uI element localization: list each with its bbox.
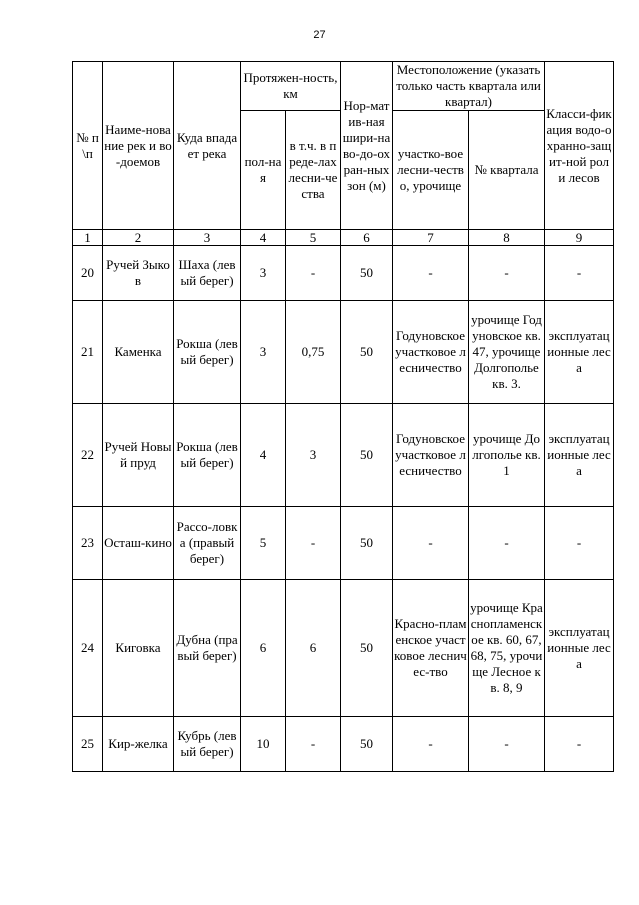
cell-quarter: урочище Годуновское кв. 47, урочище Долгополье кв. 3.: [469, 301, 545, 404]
cell-district: Красно-пламенское участковое лесничес-тво: [393, 580, 469, 717]
cell-num: 25: [73, 717, 103, 772]
cell-quarter: урочище Долгополье кв. 1: [469, 404, 545, 507]
cell-quarter: -: [469, 246, 545, 301]
cell-width: 50: [341, 717, 393, 772]
cell-name: Киговка: [103, 580, 174, 717]
cell-length-forest: -: [286, 717, 341, 772]
cell-mouth: Рассо-ловка (правый берег): [174, 507, 241, 580]
column-number: 6: [341, 230, 393, 246]
header-quarter: № квартала: [469, 111, 545, 230]
cell-length-full: 10: [241, 717, 286, 772]
cell-length-forest: 0,75: [286, 301, 341, 404]
header-length-full: пол-ная: [241, 111, 286, 230]
cell-quarter: урочище Краснопламенское кв. 60, 67, 68, 75, урочище Лесное кв. 8, 9: [469, 580, 545, 717]
cell-quarter: -: [469, 507, 545, 580]
cell-mouth: Кубрь (левый берег): [174, 717, 241, 772]
cell-width: 50: [341, 246, 393, 301]
water-protection-table: [72, 61, 614, 772]
cell-classification: -: [545, 507, 614, 580]
column-number: 9: [545, 230, 614, 246]
column-number: 1: [73, 230, 103, 246]
cell-length-full: 5: [241, 507, 286, 580]
cell-width: 50: [341, 580, 393, 717]
column-number: 2: [103, 230, 174, 246]
page-number: 27: [313, 29, 326, 41]
table-row: [73, 404, 614, 507]
column-number-row: [73, 230, 614, 246]
table-row: [73, 246, 614, 301]
cell-name: Каменка: [103, 301, 174, 404]
header-mouth: Куда впадает река: [174, 62, 241, 230]
column-number: 4: [241, 230, 286, 246]
header-length-forest: в т.ч. в преде-лах лесни-чества: [286, 111, 341, 230]
header-name: Наиме-нование рек и во-доемов: [103, 62, 174, 230]
table-row: [73, 301, 614, 404]
header-district: участко-вое лесни-чество, урочище: [393, 111, 469, 230]
cell-num: 20: [73, 246, 103, 301]
cell-num: 23: [73, 507, 103, 580]
cell-district: -: [393, 246, 469, 301]
table-row: [73, 717, 614, 772]
cell-num: 21: [73, 301, 103, 404]
cell-length-full: 3: [241, 301, 286, 404]
header-width: Нор-матив-ная шири-на во-до-охран-ных зон (м): [341, 62, 393, 230]
cell-mouth: Дубна (правый берег): [174, 580, 241, 717]
table-row: [73, 580, 614, 717]
header-classification: Класси-фикация водо-охранно-защит-ной роли лесов: [545, 62, 614, 230]
cell-length-full: 3: [241, 246, 286, 301]
cell-width: 50: [341, 404, 393, 507]
cell-classification: эксплуатационные леса: [545, 301, 614, 404]
table-row: [73, 507, 614, 580]
cell-name: Осташ-кино: [103, 507, 174, 580]
header-length-group: Протяжен-ность, км: [241, 62, 341, 111]
column-number: 5: [286, 230, 341, 246]
cell-length-forest: 3: [286, 404, 341, 507]
cell-name: Ручей Новый пруд: [103, 404, 174, 507]
cell-district: -: [393, 717, 469, 772]
cell-name: Кир-желка: [103, 717, 174, 772]
cell-width: 50: [341, 507, 393, 580]
cell-classification: эксплуатационные леса: [545, 580, 614, 717]
column-number: 3: [174, 230, 241, 246]
cell-classification: эксплуатационные леса: [545, 404, 614, 507]
cell-mouth: Рокша (левый берег): [174, 404, 241, 507]
cell-length-forest: 6: [286, 580, 341, 717]
cell-classification: -: [545, 717, 614, 772]
cell-width: 50: [341, 301, 393, 404]
cell-district: -: [393, 507, 469, 580]
cell-num: 22: [73, 404, 103, 507]
cell-length-forest: -: [286, 507, 341, 580]
column-number: 8: [469, 230, 545, 246]
cell-mouth: Рокша (левый берег): [174, 301, 241, 404]
header-location-group: Местоположение (указать только часть квартала или квартал): [393, 62, 545, 111]
cell-length-full: 4: [241, 404, 286, 507]
column-number: 7: [393, 230, 469, 246]
cell-length-full: 6: [241, 580, 286, 717]
cell-mouth: Шаха (левый берег): [174, 246, 241, 301]
cell-quarter: -: [469, 717, 545, 772]
cell-name: Ручей Зыков: [103, 246, 174, 301]
header-num: № п\п: [73, 62, 103, 230]
cell-num: 24: [73, 580, 103, 717]
cell-length-forest: -: [286, 246, 341, 301]
cell-classification: -: [545, 246, 614, 301]
cell-district: Годуновское участковое лесничество: [393, 301, 469, 404]
cell-district: Годуновское участковое лесничество: [393, 404, 469, 507]
